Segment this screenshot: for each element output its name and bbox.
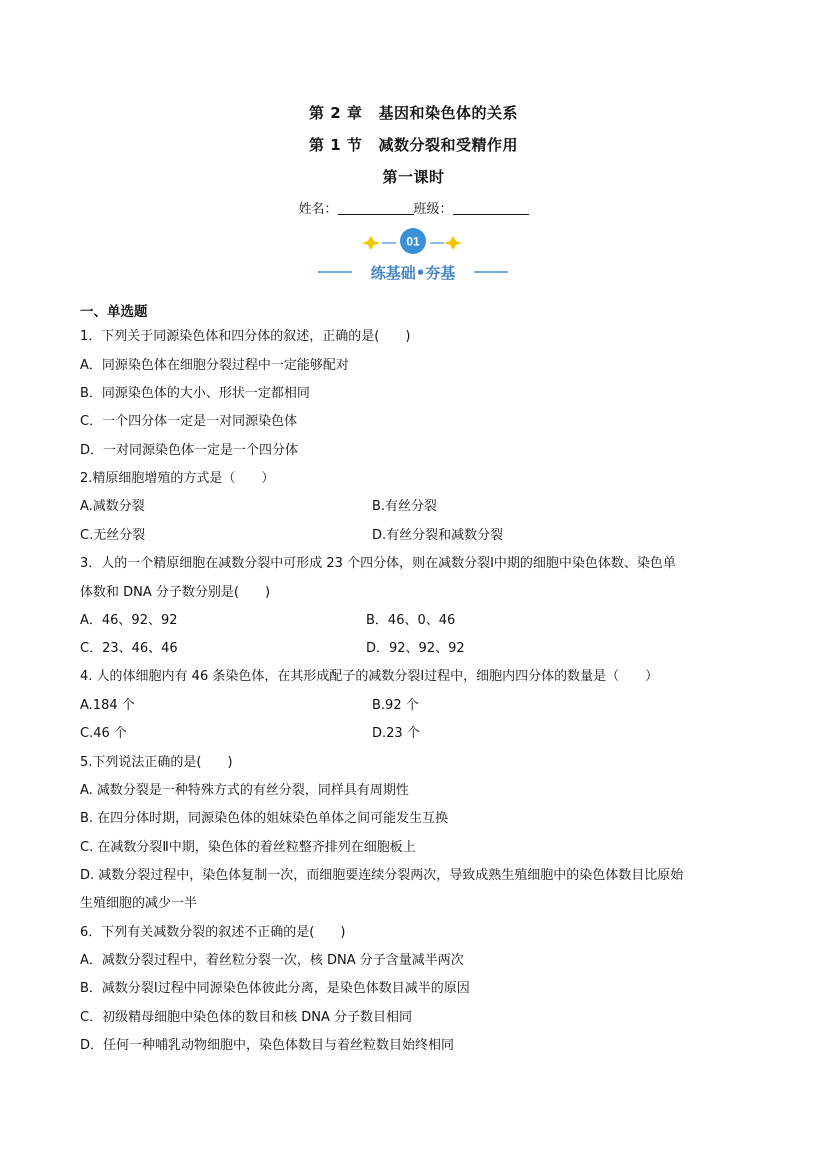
star-icon <box>362 236 380 250</box>
question-6-option-c[interactable]: C．初级精母细胞中染色体的数目和核 DNA 分子数目相同 <box>80 1010 412 1025</box>
question-4-option-c[interactable]: C.46 个 <box>80 726 127 741</box>
question-4-stem: 4. 人的体细胞内有 46 条染色体，在其形成配子的减数分裂Ⅰ过程中，细胞内四分体的数量是（ ） <box>80 669 659 684</box>
question-2-option-b[interactable]: B.有丝分裂 <box>372 499 438 514</box>
question-5-option-c[interactable]: C. 在减数分裂Ⅱ中期，染色体的着丝粒整齐排列在细胞板上 <box>80 840 416 855</box>
question-5-stem: 5.下列说法正确的是( ) <box>80 755 233 770</box>
question-3-stem-line1: 3．人的一个精原细胞在减数分裂中可形成 23 个四分体，则在减数分裂Ⅰ中期的细胞中染色体数、染色单 <box>80 556 676 571</box>
name-field[interactable] <box>338 202 414 215</box>
question-4-option-a[interactable]: A.184 个 <box>80 698 135 713</box>
question-6-option-b[interactable]: B．减数分裂Ⅰ过程中同源染色体彼此分离，是染色体数目减半的原因 <box>80 981 470 996</box>
star-icon <box>444 236 462 250</box>
section-name: 减数分裂和受精作用 <box>378 136 518 154</box>
question-6-option-d[interactable]: D．任何一种哺乳动物细胞中，染色体数目与着丝粒数目始终相同 <box>80 1038 455 1053</box>
question-1-option-a[interactable]: A．同源染色体在细胞分裂过程中一定能够配对 <box>80 358 349 373</box>
banner-graphic <box>316 226 511 284</box>
question-6-option-a[interactable]: A．减数分裂过程中，着丝粒分裂一次，核 DNA 分子含量减半两次 <box>80 953 464 968</box>
section-title <box>0 134 827 155</box>
name-class-line <box>0 198 827 217</box>
question-5-option-d-line2[interactable]: 生殖细胞的减少一半 <box>80 896 198 911</box>
banner-text: 练基础•夯基 <box>370 264 456 282</box>
question-3-option-b[interactable]: B．46、0、46 <box>366 613 456 628</box>
lesson-title: 第一课时 <box>382 168 445 186</box>
practice-banner <box>316 226 511 284</box>
class-field[interactable] <box>453 202 529 215</box>
question-2-option-d[interactable]: D.有丝分裂和减数分裂 <box>372 528 504 543</box>
badge-number: 01 <box>406 234 420 249</box>
question-1-option-d[interactable]: D．一对同源染色体一定是一个四分体 <box>80 443 299 458</box>
chapter-name: 基因和染色体的关系 <box>378 104 518 122</box>
question-3-option-d[interactable]: D．92、92、92 <box>366 641 465 656</box>
question-3-option-c[interactable]: C．23、46、46 <box>80 641 178 656</box>
question-3-option-a[interactable]: A．46、92、92 <box>80 613 178 628</box>
question-4-option-b[interactable]: B.92 个 <box>372 698 419 713</box>
question-2-option-c[interactable]: C.无丝分裂 <box>80 528 146 543</box>
section-number: 第 1 节 <box>309 136 363 154</box>
question-1-option-c[interactable]: C．一个四分体一定是一对同源染色体 <box>80 414 298 429</box>
question-3-stem-line2: 体数和 DNA 分子数分别是( ) <box>80 585 271 600</box>
question-1-option-b[interactable]: B．同源染色体的大小、形状一定都相同 <box>80 386 310 401</box>
question-2-option-a[interactable]: A.减数分裂 <box>80 499 145 514</box>
question-6-stem: 6．下列有关减数分裂的叙述不正确的是( ) <box>80 925 346 940</box>
chapter-title <box>0 102 827 123</box>
name-label: 姓名： <box>298 202 338 217</box>
question-5-option-d-line1[interactable]: D. 减数分裂过程中，染色体复制一次，而细胞要连续分裂两次，导致成熟生殖细胞中的染色体数目比原始 <box>80 868 684 883</box>
section-heading: 一、单选题 <box>80 304 148 320</box>
question-4-option-d[interactable]: D.23 个 <box>372 726 420 741</box>
question-5-option-a[interactable]: A. 减数分裂是一种特殊方式的有丝分裂，同样具有周期性 <box>80 783 409 798</box>
question-2-stem: 2.精原细胞增殖的方式是（ ） <box>80 471 275 486</box>
class-label: 班级： <box>413 202 453 217</box>
question-1-stem: 1．下列关于同源染色体和四分体的叙述，正确的是( ) <box>80 329 411 344</box>
question-5-option-b[interactable]: B. 在四分体时期，同源染色体的姐妹染色单体之间可能发生互换 <box>80 811 449 826</box>
chapter-number: 第 2 章 <box>309 104 363 122</box>
